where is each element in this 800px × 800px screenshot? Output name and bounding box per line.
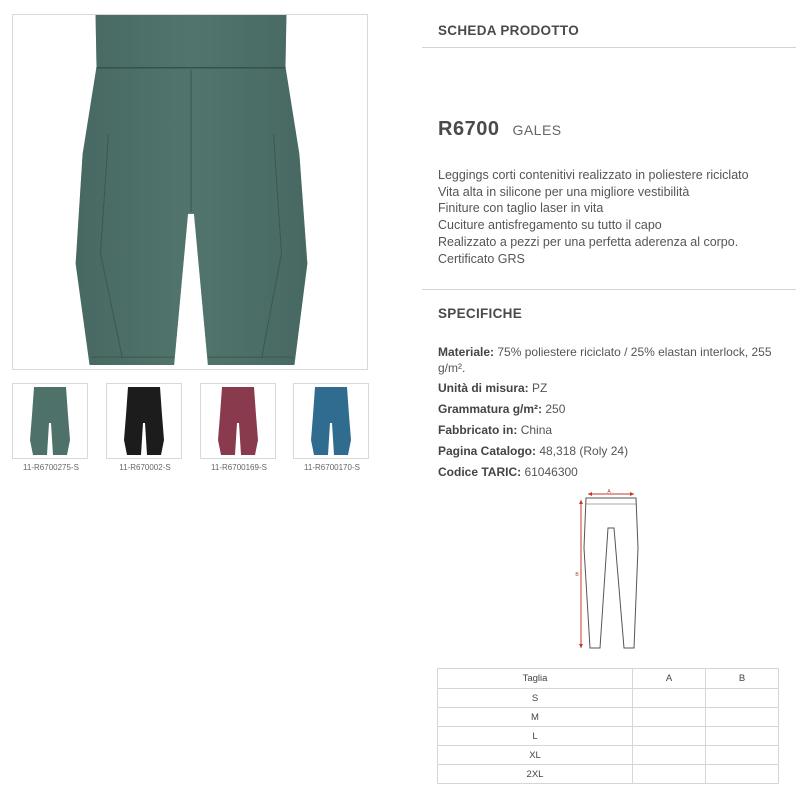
divider <box>422 289 796 290</box>
product-code: R6700 <box>438 118 500 140</box>
table-row <box>438 746 779 765</box>
description-line: Vita alta in silicone per una migliore vestibilità <box>438 184 690 199</box>
product-description <box>438 167 788 267</box>
a-cell <box>633 746 706 765</box>
description-line: Leggings corti contenitivi realizzato in poliestere riciclato <box>438 168 749 182</box>
shorts-blue-icon <box>301 385 361 457</box>
spec-value: China <box>520 423 553 437</box>
spec-made-in <box>438 421 788 439</box>
spec-value: 75% poliestere riciclato / 25% elastan interlock, 255 g/m². <box>438 345 772 375</box>
variant-thumb-2[interactable] <box>106 383 182 472</box>
description-line: Certificato GRS <box>438 251 525 266</box>
variant-code: 11-R670002-S <box>119 463 171 472</box>
variant-thumb-4[interactable] <box>293 383 369 472</box>
description-line: Finiture con taglio laser in vita <box>438 201 604 216</box>
sheet-title: SCHEDA PRODOTTO <box>438 23 580 38</box>
spec-value: 48,318 (Roly 24) <box>539 444 629 458</box>
b-cell <box>706 689 779 708</box>
spec-label: Fabbricato in: <box>438 423 518 437</box>
b-cell <box>706 746 779 765</box>
a-cell <box>633 727 706 746</box>
leggings-outline-icon <box>572 488 644 654</box>
spec-value: PZ <box>532 381 548 395</box>
size-cell: S <box>438 689 633 708</box>
size-cell: L <box>438 727 633 746</box>
variant-thumb-1[interactable] <box>12 383 88 472</box>
a-cell <box>633 765 706 784</box>
divider <box>422 47 796 48</box>
spec-weight <box>438 400 788 418</box>
diagram-label-a: A <box>607 489 611 495</box>
spec-label: Materiale: <box>438 345 495 359</box>
table-row <box>438 765 779 784</box>
spec-label: Unità di misura: <box>438 381 529 395</box>
b-cell <box>706 708 779 727</box>
spec-label: Grammatura g/m²: <box>438 402 543 416</box>
size-diagram <box>572 488 644 654</box>
shorts-burgundy-icon <box>208 385 268 457</box>
spec-value: 61046300 <box>524 465 578 479</box>
spec-value: 250 <box>545 402 566 416</box>
main-product-image[interactable] <box>12 14 368 370</box>
spec-catalog-page <box>438 442 788 460</box>
specs-title: SPECIFICHE <box>438 306 523 321</box>
header-size: Taglia <box>438 669 633 689</box>
spec-taric <box>438 463 788 481</box>
shorts-black-icon <box>114 385 174 457</box>
spec-label: Pagina Catalogo: <box>438 444 537 458</box>
spec-unit <box>438 379 788 397</box>
a-cell <box>633 708 706 727</box>
description-line: Cuciture antisfregamento su tutto il capo <box>438 218 662 233</box>
size-cell: M <box>438 708 633 727</box>
table-row <box>438 727 779 746</box>
size-table <box>437 668 779 784</box>
a-cell <box>633 689 706 708</box>
b-cell <box>706 765 779 784</box>
spec-material <box>438 344 788 376</box>
size-table-header <box>438 669 779 689</box>
size-cell: XL <box>438 746 633 765</box>
header-a: A <box>633 669 706 689</box>
table-row <box>438 708 779 727</box>
table-row <box>438 689 779 708</box>
shorts-green-icon <box>20 385 80 457</box>
description-line: Realizzato a pezzi per una perfetta aderenza al corpo. <box>438 234 739 249</box>
variant-code: 11-R6700275-S <box>23 463 79 472</box>
variant-thumb-3[interactable] <box>200 383 276 472</box>
variant-code: 11-R6700170-S <box>304 463 360 472</box>
product-heading <box>438 118 562 141</box>
diagram-label-b: B <box>575 572 579 578</box>
variant-code: 11-R6700169-S <box>211 463 267 472</box>
spec-label: Codice TARIC: <box>438 465 522 479</box>
product-name: GALES <box>512 122 562 138</box>
size-cell: 2XL <box>438 765 633 784</box>
shorts-main-icon <box>13 14 367 370</box>
header-b: B <box>706 669 779 689</box>
b-cell <box>706 727 779 746</box>
specs-list <box>438 344 788 484</box>
